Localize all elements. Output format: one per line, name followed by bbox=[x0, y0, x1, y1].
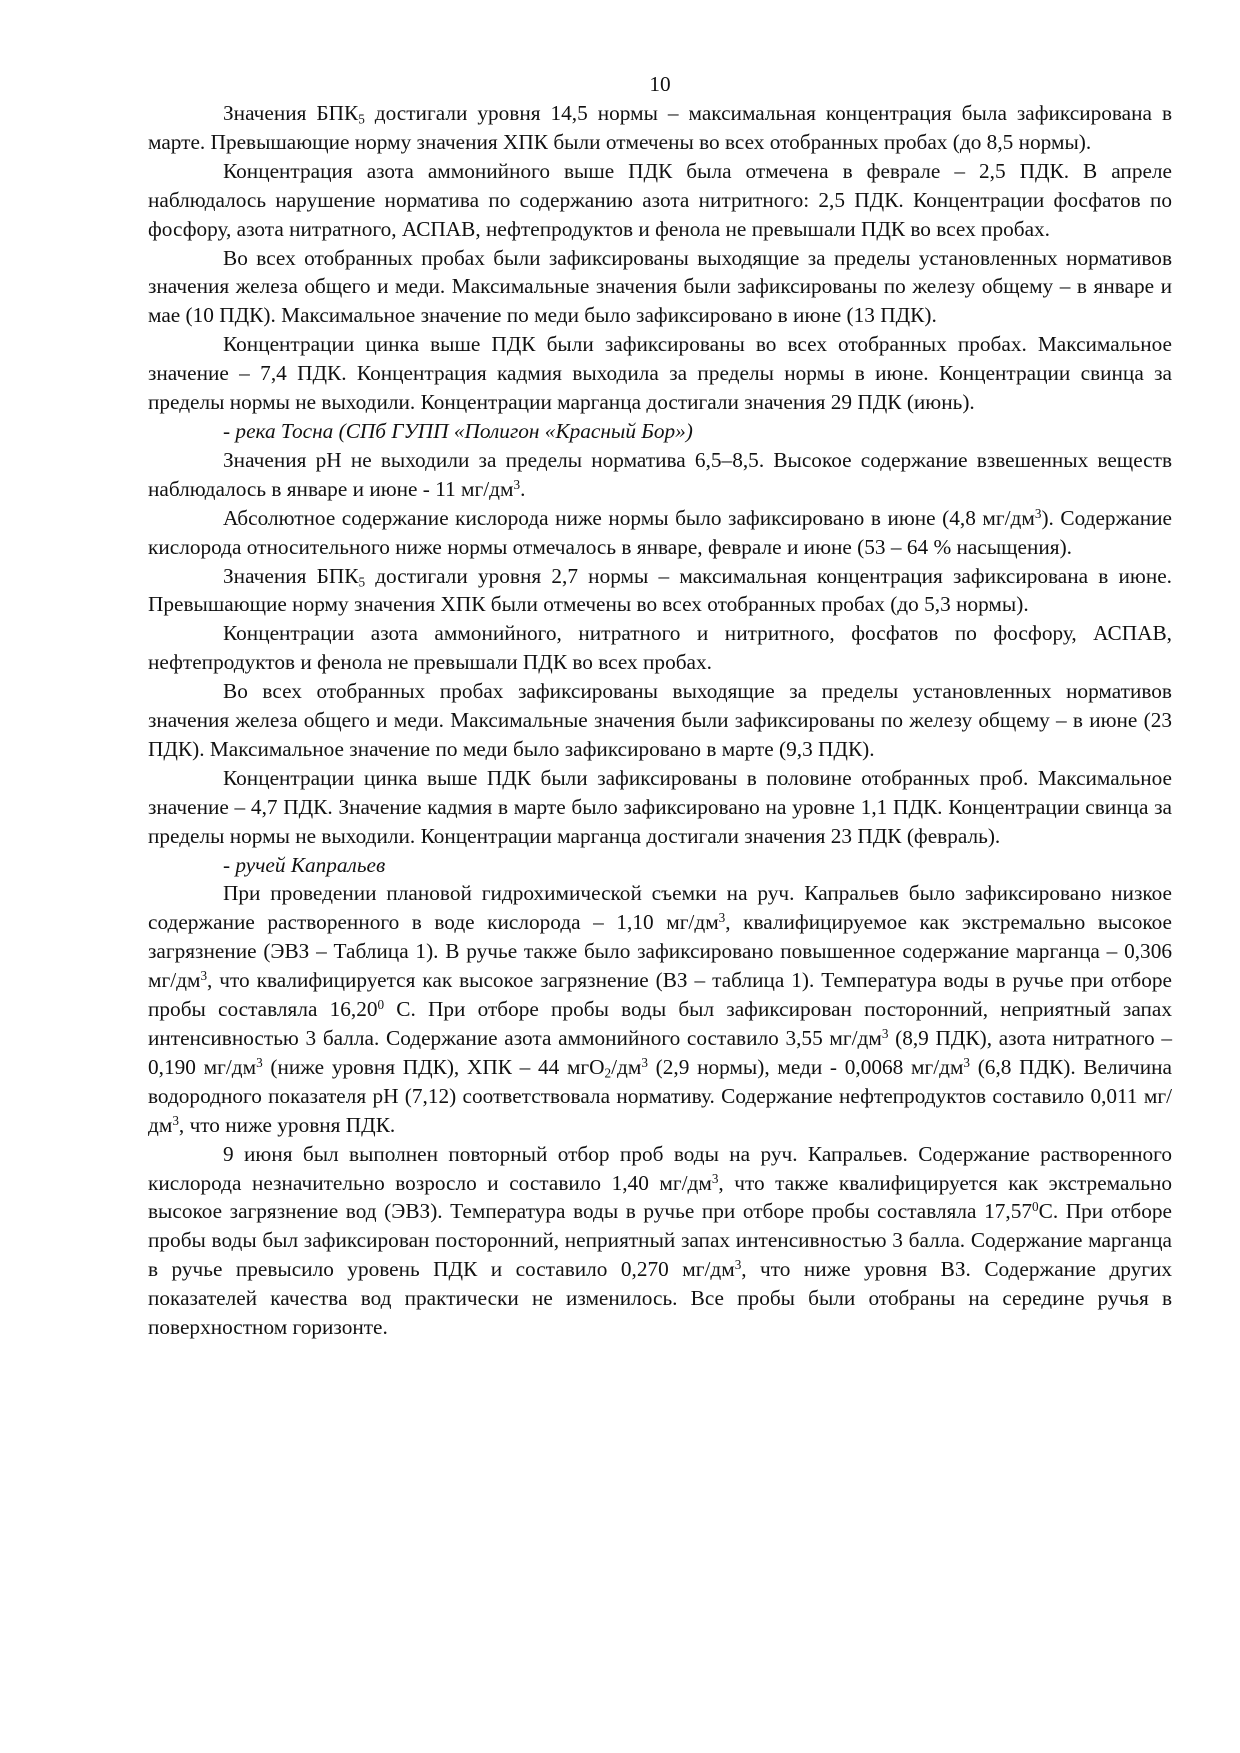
text-run: достигали уровня 14,5 нормы – максимальная концентрация была зафиксирована в марте. Превышающие норму значения ХПК были отмечены во всех отобранных пробах (до 8,5 нормы). bbox=[148, 101, 1173, 154]
document-page bbox=[148, 70, 1172, 1342]
text-run: Значения БПК bbox=[223, 563, 359, 588]
text-run: /дм bbox=[611, 1054, 642, 1079]
superscript: 3 bbox=[718, 910, 726, 926]
text-run: достигали уровня 2,7 нормы – максимальная концентрация зафиксирована в июне. Превышающие норму значения ХПК были отмечены во всех отобранных пробах (до 5,3 нормы). bbox=[148, 563, 1173, 617]
subscript: 5 bbox=[358, 111, 365, 127]
superscript: 3 bbox=[256, 1054, 263, 1070]
paragraph bbox=[148, 562, 1172, 620]
text-run: При проведении плановой гидрохимической съемки на руч. Капральев было зафиксировано низкое содержание растворенного в воде кислорода – 1,10 мг/дм bbox=[148, 881, 1172, 935]
subscript: 2 bbox=[604, 1065, 612, 1081]
superscript: 3 bbox=[734, 1257, 742, 1272]
superscript: 3 bbox=[963, 1054, 971, 1070]
paragraph bbox=[148, 446, 1172, 504]
superscript: 3 bbox=[200, 967, 208, 983]
text-run: (8,9 ПДК), азота нитратного – 0,190 мг/дм bbox=[148, 1026, 1172, 1079]
superscript: 0 bbox=[377, 996, 385, 1012]
text-run: , что также квалифицируется как экстремально высокое загрязнение вод (ЭВЗ). Температура воды в ручье при отборе пробы составляла 17,57 bbox=[148, 1170, 1173, 1224]
text-run: , квалифицируемое как экстремально высокое загрязнение (ЭВЗ – Таблица 1). В ручье также было зафиксировано повышенное содержание марганца – 0,306 мг/дм bbox=[148, 910, 1172, 993]
paragraph bbox=[148, 764, 1172, 851]
document-body bbox=[148, 99, 1172, 1342]
superscript: 3 bbox=[1034, 505, 1042, 521]
paragraph bbox=[148, 879, 1172, 1139]
text-run: Концентрации азота аммонийного, нитратного и нитритного, фосфатов по фосфору, АСПАВ, нефтепродуктов и фенола не превышали ПДК во всех пробах. bbox=[148, 621, 1172, 675]
paragraph bbox=[148, 244, 1172, 331]
text-run: , что ниже уровня ПДК. bbox=[178, 1112, 396, 1137]
text-run: Значения pH не выходили за пределы норматива 6,5–8,5. Высокое содержание взвешенных веществ наблюдалось в январе и июне - 11 мг/дм bbox=[148, 447, 1172, 501]
superscript: 3 bbox=[881, 1025, 889, 1041]
superscript: 3 bbox=[172, 1112, 179, 1128]
text-run: С. При отборе пробы воды был зафиксирован посторонний, неприятный запах интенсивностью 3 балла. Содержание марганца в ручье превысило уровень ПДК и составило 0,270 мг/дм bbox=[148, 1199, 1172, 1282]
text-run: Концентрации цинка выше ПДК были зафиксированы в половине отобранных проб. Максимальное значение – 4,7 ПДК. Значение кадмия в марте было зафиксировано на уровне 1,1 ПДК. Концентрации свинца за пределы нормы не выходили. Концентрации марганца достигали значения 23 ПДК (февраль). bbox=[148, 765, 1172, 848]
text-run: (ниже уровня ПДК), ХПК – 44 мгО bbox=[262, 1054, 605, 1079]
text-run: - река Тосна (СПб ГУПП «Полигон «Красный Бор») bbox=[223, 418, 693, 443]
text-run: (6,8 ПДК). Величина водородного показателя рН (7,12) соответствовала нормативу. Содержание нефтепродуктов составило 0,011 мг/дм bbox=[148, 1054, 1172, 1137]
superscript: 3 bbox=[711, 1170, 719, 1186]
superscript: 3 bbox=[641, 1054, 648, 1070]
text-run: , что ниже уровня ВЗ. Содержание других показателей качества вод практически не изменилось. Все пробы были отобраны на середине ручья в поверхностном горизонте. bbox=[148, 1257, 1172, 1340]
text-run: Во всех отобранных пробах зафиксированы выходящие за пределы установленных нормативов значения железа общего и меди. Максимальные значения были зафиксированы по железу общему – в июне (23 ПДК). Максимальное значение по меди было зафиксировано в марте (9,3 ПДК). bbox=[148, 679, 1172, 761]
text-run: Абсолютное содержание кислорода ниже нормы было зафиксировано в июне (4,8 мг/дм bbox=[223, 505, 1035, 530]
paragraph bbox=[148, 619, 1172, 677]
text-run: С. При отборе пробы воды был зафиксирован посторонний, неприятный запах интенсивностью 3 балла. Содержание азота аммонийного составило 3,55 мг/дм bbox=[148, 997, 1172, 1050]
text-run: - ручей Капральев bbox=[223, 852, 386, 877]
page-number: 10 bbox=[649, 72, 671, 96]
paragraph bbox=[148, 99, 1172, 157]
text-run: ). Содержание кислорода относительного ниже нормы отмечалось в январе, феврале и июне (53 – 64 % насыщения). bbox=[148, 505, 1172, 559]
subscript: 5 bbox=[358, 573, 366, 589]
section-heading bbox=[148, 417, 1172, 446]
text-run: . bbox=[520, 476, 526, 501]
section-heading bbox=[148, 851, 1172, 880]
text-run: Во всех отобранных пробах были зафиксированы выходящие за пределы установленных нормативов значения железа общего и меди. Максимальные значения были зафиксированы по железу общему – в январе и мае (10 ПДК). Максимальное значение по меди было зафиксировано в июне (13 ПДК). bbox=[148, 245, 1172, 328]
text-run: , что квалифицируется как высокое загрязнение (ВЗ – таблица 1). Температура воды в ручье при отборе пробы составляла 16,20 bbox=[148, 968, 1172, 1022]
paragraph bbox=[148, 1140, 1172, 1342]
paragraph bbox=[148, 330, 1172, 417]
paragraph bbox=[148, 677, 1172, 764]
superscript: 0 bbox=[1032, 1199, 1039, 1215]
text-run: Значения БПК bbox=[223, 101, 359, 125]
text-run: 9 июня был выполнен повторный отбор проб воды на руч. Капральев. Содержание растворенного кислорода незначительно возросло и составило 1,40 мг/дм bbox=[148, 1141, 1172, 1195]
text-run: Концентрация азота аммонийного выше ПДК была отмечена в феврале – 2,5 ПДК. В апреле наблюдалось нарушение норматива по содержанию азота нитритного: 2,5 ПДК. Концентрации фосфатов по фосфору, азота нитратного, АСПАВ, нефтепродуктов и фенола не превышали ПДК во всех пробах. bbox=[148, 158, 1172, 241]
text-run: Концентрации цинка выше ПДК были зафиксированы во всех отобранных пробах. Максимальное значение – 7,4 ПДК. Концентрация кадмия выходила за пределы нормы в июне. Концентрации свинца за пределы нормы не выходили. Концентрации марганца достигали значения 29 ПДК (июнь). bbox=[148, 332, 1172, 415]
paragraph bbox=[148, 504, 1172, 562]
text-run: (2,9 нормы), меди - 0,0068 мг/дм bbox=[647, 1054, 964, 1079]
paragraph bbox=[148, 157, 1172, 244]
superscript: 3 bbox=[513, 476, 521, 492]
